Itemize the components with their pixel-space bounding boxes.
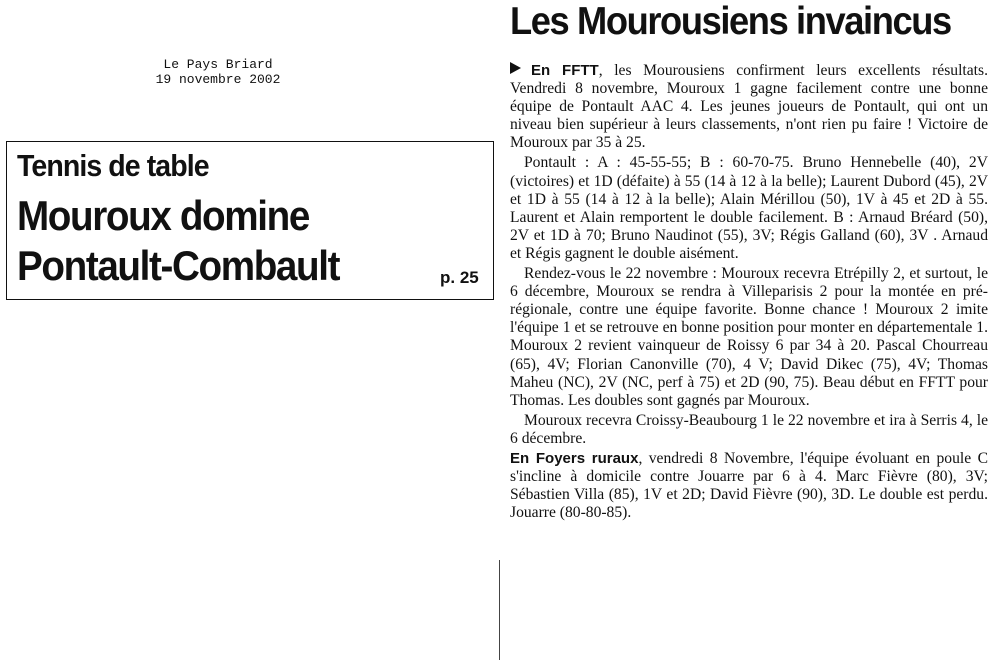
teaser-box xyxy=(6,141,494,300)
article-title: Les Mourousiens invaincus xyxy=(510,0,951,43)
teaser-headline-line1: Mouroux domine xyxy=(17,192,309,239)
teaser-kicker: Tennis de table xyxy=(17,148,209,183)
paragraph-lead: En FFTT xyxy=(531,62,599,79)
article-paragraph: En FFTT, les Mourousiens confirment leurs excellents résultats. Vendredi 8 novembre, Mouroux 1 gagne facilement contre une bonne équipe de Pontault AAC 4. Les jeunes joueurs de Pontault, qui ont un niveau bien supérieur à leurs classements, n'ont rien pu faire ! Victoire de Mouroux par 35 à 25. xyxy=(510,62,988,152)
page-reference: p. 25 xyxy=(440,268,479,287)
paragraph-lead: En Foyers ruraux xyxy=(510,449,639,467)
article-paragraph: Rendez-vous le 22 novembre : Mouroux recevra Etrépilly 2, et surtout, le 6 décembre, Mouroux se rendra à Villeparisis 2 pour la montée en pré-régionale, contre une équipe favorite. Bonne chance ! Mouroux 2 imite l'équipe 1 et se retrouve en bonne position pour monter en départementale 1. Mouroux 2 revient vainqueur de Roissy 6 par 34 à 20. Pascal Chourreau (65), 4V; Florian Canonville (70), 4 V; David Dikec (75), 4V; Thomas Maheu (NC), 2V (NC, perf à 75) et 2D (90, 75). Beau début en FFTT pour Thomas. Les doubles sont gagnés par Mouroux. xyxy=(510,265,988,409)
article-paragraph: En Foyers ruraux, vendredi 8 Novembre, l'équipe évoluant en poule C s'incline à domicile contre Jouarre par 6 à 4. Marc Fièvre (80), 3V; Sébastien Villa (85), 1V et 2D; David Fièvre (90), 3D. Le double est perdu. Jouarre (80-80-85). xyxy=(510,449,988,522)
article-paragraph: Pontault : A : 45-55-55; B : 60-70-75. Bruno Hennebelle (40), 2V (victoires) et 1D (défaite) à 55 (14 à 12 à la belle); Laurent Dubord (45), 2V et 1D à 55 (14 à 12 à la belle); Alain Mérillou (50), 1V à 45 et 2D à 55. Laurent et Alain remportent le double facilement. B : Arnaud Bréard (50), 2V et 1D à 70; Bruno Naudinot (55), 3V; Régis Galland (60), 3V . Arnaud et Régis gagnent le double aisément. xyxy=(510,154,988,262)
teaser-headline-line2: Pontault-Combault xyxy=(17,242,340,289)
article-paragraph: Mouroux recevra Croissy-Beaubourg 1 le 22 novembre et ira à Serris 4, le 6 décembre. xyxy=(510,411,988,447)
article-body xyxy=(510,62,988,524)
newspaper-name: Le Pays Briard xyxy=(163,57,273,72)
column-rule xyxy=(499,560,500,660)
publication-date: 19 novembre 2002 xyxy=(155,72,281,87)
masthead xyxy=(118,57,318,87)
bullet-triangle-icon xyxy=(510,62,521,74)
